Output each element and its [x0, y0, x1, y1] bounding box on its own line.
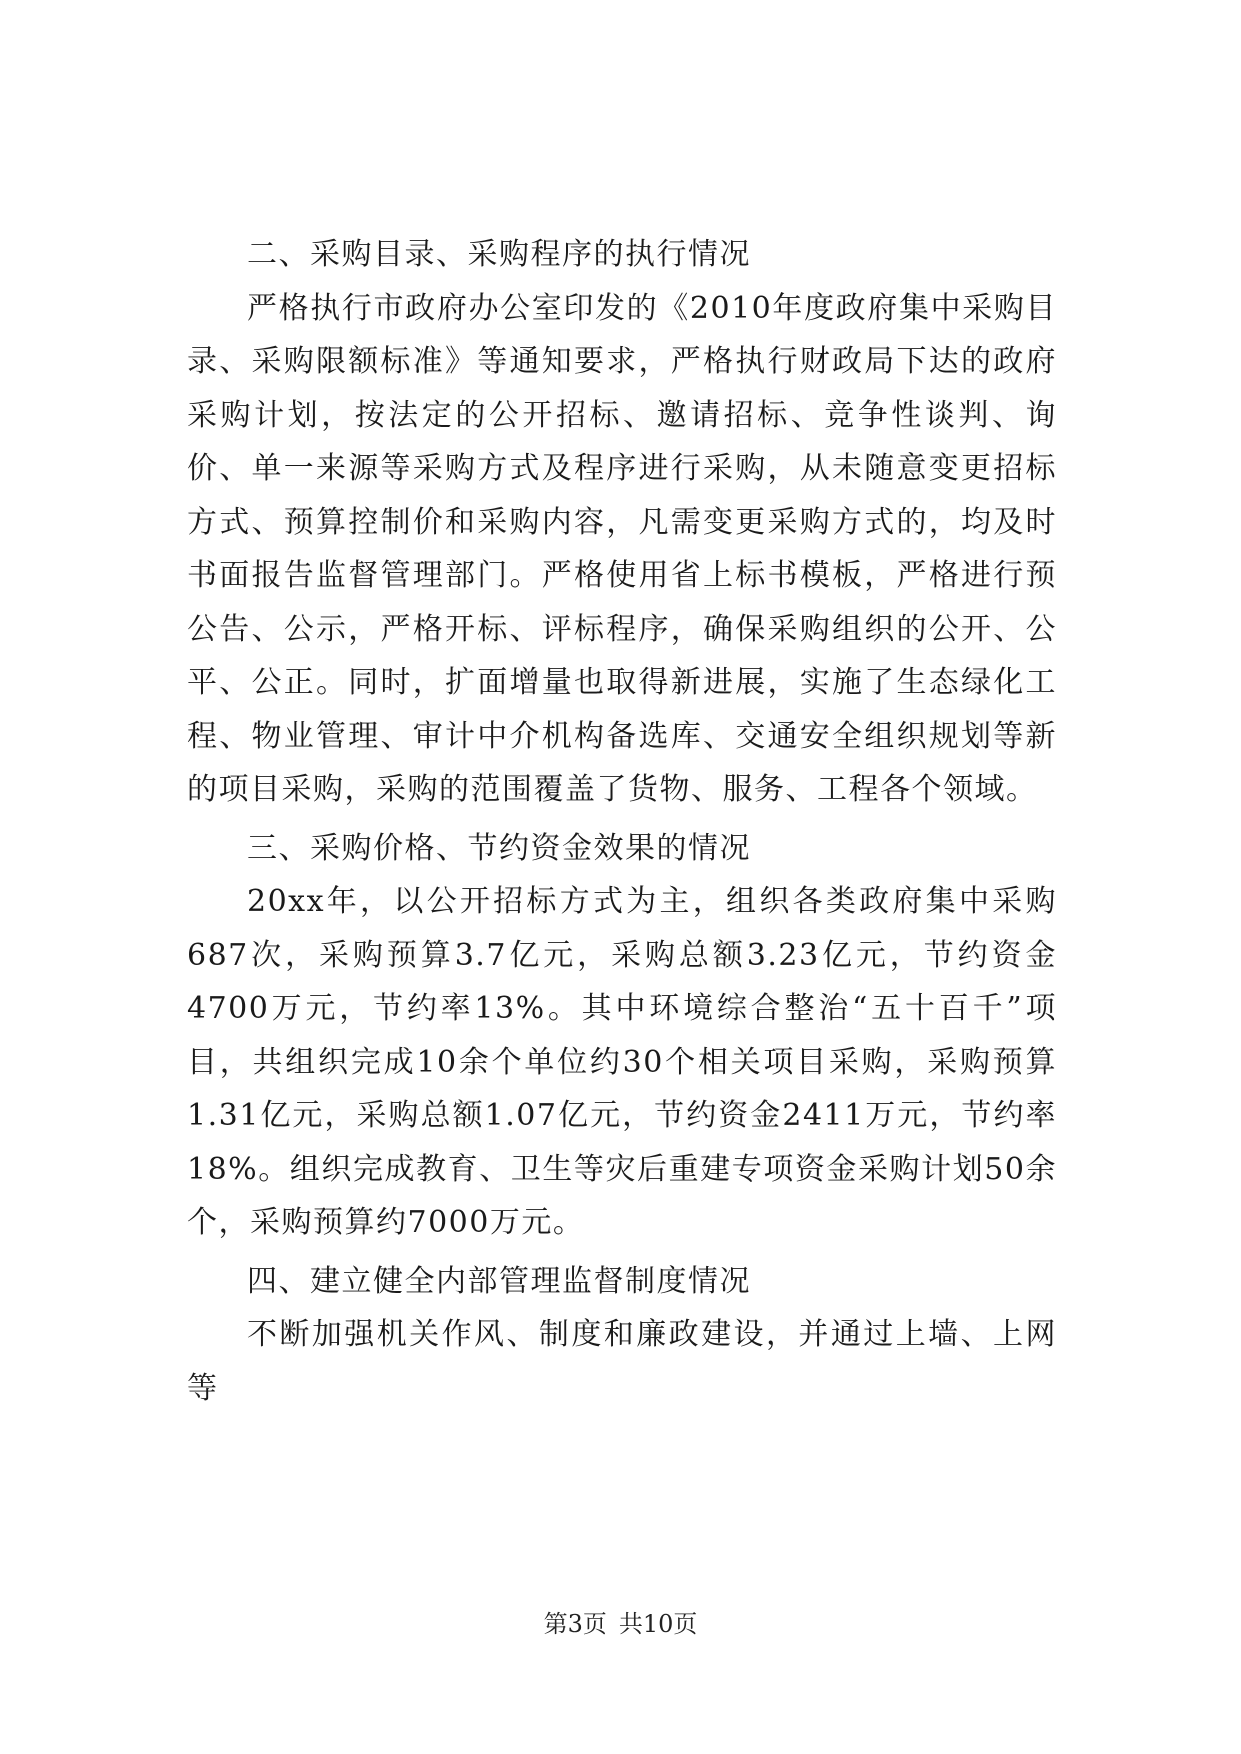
page-footer [0, 1604, 1241, 1639]
section-heading-internal-management: 四、建立健全内部管理监督制度情况 [247, 1263, 751, 1299]
section-heading-procurement-catalog: 二、采购目录、采购程序的执行情况 [247, 237, 751, 272]
section-body-price-savings: 20xx年，以公开招标方式为主，组织各类政府集中采购687次，采购预算3.7亿元，采购总额3.23亿元，节约资金4700万元，节约率13%。其中环境综合整治“五十百千”项目，共组织完成10余个单位约30个相关项目采购，采购预算1.31亿元，采购总额1.07亿元，节约资金2411万元，节约率18%。组织完成教育、卫生等灾后重建专项资金采购计划50余个，采购预算约7000万元。 [187, 884, 1057, 1240]
section-body-procurement-catalog: 严格执行市政府办公室印发的《2010年度政府集中采购目录、采购限额标准》等通知要求，严格执行财政局下达的政府采购计划，按法定的公开招标、邀请招标、竞争性谈判、询价、单一来源等采购方式及程序进行采购，从未随意变更招标方式、预算控制价和采购内容，凡需变更采购方式的，均及时书面报告监督管理部门。严格使用省上标书模板，严格进行预公告、公示，严格开标、评标程序，确保采购组织的公开、公平、公正。同时，扩面增量也取得新进展，实施了生态绿化工程、物业管理、审计中介机构备选库、交通安全组织规划等新的项目采购，采购的范围覆盖了货物、服务、工程各个领域。 [187, 290, 1057, 807]
section-heading-price-savings: 三、采购价格、节约资金效果的情况 [247, 830, 751, 866]
section-body-internal-management: 不断加强机关作风、制度和廉政建设，并通过上墙、上网等 [187, 1317, 1057, 1406]
page-number: 第3页 [543, 1610, 607, 1638]
page-total: 共10页 [618, 1610, 698, 1638]
document-body [187, 228, 1057, 1415]
